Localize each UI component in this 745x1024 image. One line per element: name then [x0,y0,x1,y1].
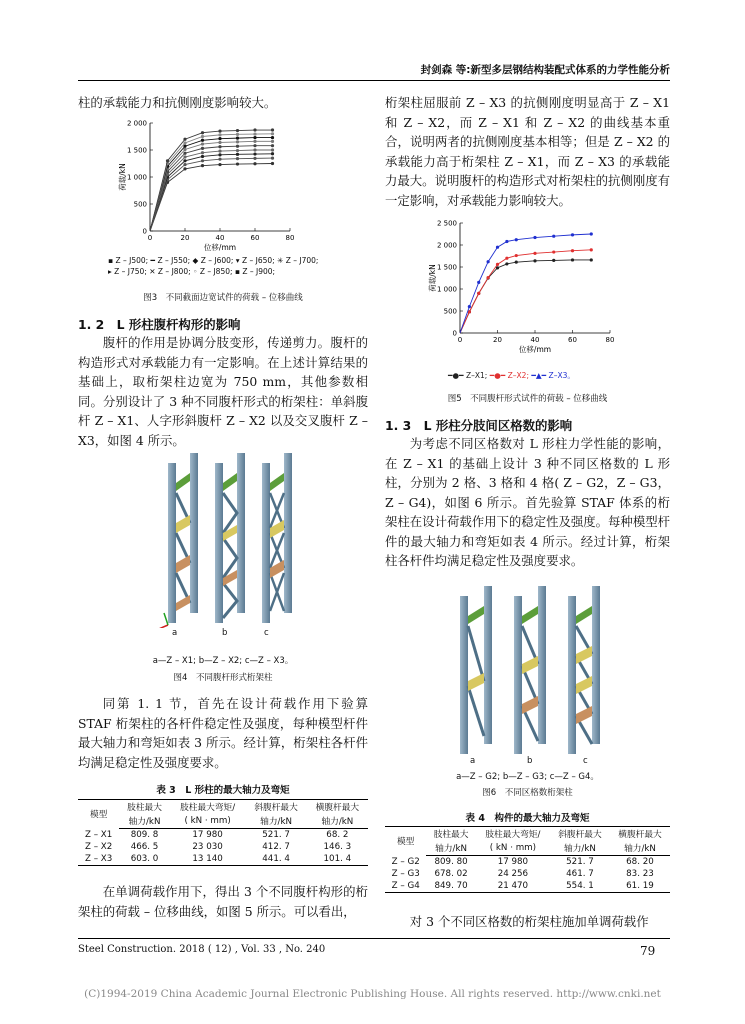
fig4-note: a—Z – X1; b—Z – X2; c—Z – X3。 [152,656,294,666]
fig5-point [590,258,593,261]
fig5-point [477,281,480,284]
fig4-label-a: a [172,628,178,638]
fig3-point [236,129,239,132]
fig3-point [253,148,256,151]
fig3-point [253,157,256,160]
fig3-point [253,128,256,131]
fig3-chart [110,115,310,255]
table4-header: 斜腹杆最大 [550,827,610,842]
table4-header: 轴力/kN [610,841,670,856]
fig5-point [487,276,490,279]
table4-header: 横腹杆最大 [610,827,670,842]
table-cell: 24 256 [497,869,529,879]
fig5-y-tick-label: 1 000 [436,285,457,294]
fig5-point [552,259,555,262]
left-paragraph-bottom: 在单调荷载作用下，得出 3 个不同腹杆构形的桁架柱的荷载 – 位移曲线，如图 5 所示。可以看出， [78,884,368,919]
fig3-point [183,141,186,144]
fig3-point [271,132,274,135]
fig3-point [271,148,274,151]
fig3-point [201,135,204,138]
table-cell: 603. 0 [119,853,170,866]
right-paragraph-bottom: 对 3 个不同区格数的桁架柱施加单调荷载作 [409,914,649,929]
section-1-2-paragraph: 腹杆的作用是协调分肢变形，传递剪力。腹杆的构造形式对承载能力有一定影响。在上述计算结果的基础上，取桁架柱边宽为 750 mm，其他参数相同。分别设计了 3 种不同腹杆形式的桁架柱：单斜腹杆 Z – X1、人字形斜腹杆 Z – X2 以及交叉腹杆 Z – X3，如图 4 所示。 [78,335,368,448]
fig3-point [253,132,256,135]
table4-header: 轴力/kN [550,841,610,856]
fig5-x-tick-label: 40 [530,336,540,344]
fig6-caption: 图6 不同区格数桁架柱 [482,788,573,798]
fig3-point [236,133,239,136]
fig3-legend [108,255,348,277]
table-cell: Z – X2 [84,842,113,852]
fig3-point [201,155,204,158]
footer-page-number: 79 [640,944,656,958]
fig5-y-label: 荷载/kN [428,264,437,292]
table3-header: 肢柱最大 [119,800,170,815]
fig3-x-tick-label: 0 [147,234,153,242]
fig3-x-label: 位移/mm [203,243,237,252]
table-cell: 146. 3 [323,842,352,852]
table-cell: 23 030 [192,842,223,852]
fig3-point [201,131,204,134]
fig5-x-label: 位移/mm [518,345,552,354]
fig3-y-tick-label: 500 [133,200,147,209]
fig3-legend-line1: ▪ Z – J500; ━ Z – J550; ◆ Z – J600; ▾ Z – J650; ✳ Z – J700; [108,256,319,265]
right-paragraph-top: 桁架柱屈服前 Z – X3 的抗侧刚度明显高于 Z – X1 和 Z – X2，而 Z – X1 和 Z – X2 的曲线基本重合，说明两者的抗侧刚度基本相等；但是 Z – X2 的承载能力高于桁架柱 Z – X1，而 Z – X3 的承载能力最大。说明腹杆的构造形式对桁架柱的抗侧刚度有一定影响，对承载能力影响较大。 [385,95,670,208]
header-rule [78,80,670,81]
table-row [385,880,670,893]
table4-header: 肢柱最大弯矩/ [476,827,550,842]
table-cell: 83. 23 [626,869,654,879]
truss-g4 [568,586,600,754]
table3-header: 斜腹杆最大 [245,800,306,815]
fig3-y-tick-label: 1 000 [126,173,147,182]
table4-header: ( kN · mm) [476,841,550,856]
fig5-legend [448,370,648,381]
truss-g3 [514,586,546,754]
fig3-point [166,159,169,162]
fig3-point [183,138,186,141]
table-cell: 466. 5 [130,842,159,852]
fig3-point [201,139,204,142]
fig3-point [201,164,204,167]
fig3-point [218,158,221,161]
table-row [78,841,368,853]
fig5-point [505,262,508,265]
footer-rule [78,938,670,939]
fig5-series-line [460,250,591,333]
table3 [78,799,368,866]
table-cell: 521. 7 [262,830,290,840]
fig5-point [487,260,490,263]
fig5-caption: 图5 不同腹杆形式试件的荷载 – 位移曲线 [447,394,608,404]
fig5-point [505,257,508,260]
table-cell: Z – G4 [385,880,426,893]
fig5-y-tick-label: 0 [452,329,457,338]
truss-a [154,453,198,628]
fig5-y-tick-label: 1 500 [436,263,457,272]
table-cell: 17 980 [497,857,529,867]
table-cell: 61. 19 [610,880,670,893]
fig3-point [183,148,186,151]
fig5-point [496,266,499,269]
fig5-point [552,235,555,238]
table4-header: 轴力/kN [426,841,475,856]
running-header: 封剑森 等:新型多层钢结构装配式体系的力学性能分析 [420,64,670,76]
fig5-point [590,232,593,235]
fig3-legend-line2: ▸ Z – J750; ✕ Z – J800; ◦ Z – J850; ▪ Z – J900; [108,267,276,276]
fig5-point [533,259,536,262]
fig3-point [218,141,221,144]
fig3-y-tick-label: 2 000 [126,119,147,128]
fig5-point [552,250,555,253]
fig5-legend-x2: ━●━ Z–X2; [489,371,529,380]
fig3-point [271,157,274,160]
table-cell: 17 980 [192,830,223,840]
table-cell: 68. 2 [326,830,349,840]
footer-journal: Steel Construction. 2018 ( 12) , Vol. 33 , No. 240 [78,944,326,955]
fig5-x-tick-label: 20 [493,336,502,344]
table-cell: 412. 7 [262,842,290,852]
table-cell: 849. 70 [426,880,475,893]
fig5-y-tick-label: 500 [443,307,457,316]
table4-header: 肢柱最大 [426,827,475,842]
fig6-note: a—Z – G2; b—Z – G3; c—Z – G4。 [456,772,599,782]
fig3-point [218,163,221,166]
fig4-label-b: b [222,628,228,638]
fig3-point [271,144,274,147]
left-paragraph-top: 柱的承载能力和抗侧刚度影响较大。 [78,95,277,110]
fig5-point [571,258,574,261]
fig5-legend-x1: ━●━ Z–X1; [448,371,488,380]
left-paragraph-after-fig4: 同第 1. 1 节，首先在设计荷载作用下验算 STAF 桁架柱的各杆件稳定性及强度，每种模型杆件最大轴力和弯矩如表 3 所示。经计算，桁架柱各杆件均满足稳定性及强度要求。 [78,696,368,770]
fig5-x-tick-label: 0 [457,336,463,344]
fig4-truss-image [140,448,300,628]
fig3-point [271,136,274,139]
fig3-y-tick-label: 1 500 [126,146,147,155]
truss-c [262,453,292,623]
fig5-series-line [460,260,591,333]
table3-header: 轴力/kN [307,814,368,829]
fig3-point [218,145,221,148]
fig5-point [496,263,499,266]
fig5-point [515,261,518,264]
fig3-point [183,167,186,170]
truss-b [215,453,245,623]
fig3-point [236,153,239,156]
section-1-3-paragraph: 为考虑不同区格数对 L 形柱力学性能的影响，在 Z – X1 的基础上设计 3 种不同区格数的 L 形柱，分别为 2 格、3 格和 4 格( Z – G2，Z – G3，Z – G4)，如图 6 所示。首先验算 STAF 体系的桁架柱在设计荷载作用下的稳定性及强度。每种模型杆件的最大轴力和弯矩如表 4 所示。经过计算，桁架柱各杆件均满足稳定性及强度要求。 [385,436,670,568]
fig3-x-tick-label: 80 [285,234,295,242]
fig3-point [253,144,256,147]
fig3-point [183,155,186,158]
fig4-caption: 图4 不同腹杆形式桁架柱 [173,673,273,683]
table-cell: 678. 02 [434,869,468,879]
fig3-point [253,162,256,165]
copyright-notice: (C)1994-2019 China Academic Journal Electronic Publishing House. All rights reserved. http://www.cnki.net [84,988,661,1000]
fig3-point [218,137,221,140]
fig3-x-tick-label: 60 [250,234,260,242]
table-cell: 21 470 [476,880,550,893]
table-cell: 441. 4 [245,853,306,866]
fig3-point [183,145,186,148]
table3-header: ( kN · mm) [170,814,246,829]
table-cell: 68. 20 [626,857,654,867]
table-row [78,853,368,866]
fig5-point [515,238,518,241]
fig5-y-tick-label: 2 500 [436,219,457,228]
table-cell: 809. 80 [434,857,468,867]
fig5-point [533,252,536,255]
fig3-point [253,136,256,139]
fig3-point [201,147,204,150]
table3-caption: 表 3 L 形柱的最大轴力及弯矩 [156,785,290,796]
fig5-point [477,292,480,295]
fig3-point [253,140,256,143]
fig5-x-tick-label: 60 [568,336,577,344]
table-cell: 461. 7 [566,869,594,879]
fig5-chart [420,215,630,355]
table-cell: Z – G2 [391,856,420,867]
fig3-point [201,151,204,154]
section-1-2-heading: 1. 2 L 形柱腹杆构形的影响 [78,317,241,332]
table-cell: 809. 8 [130,830,159,840]
fig3-point [183,152,186,155]
fig3-point [218,149,221,152]
table-row [385,868,670,880]
table4-caption: 表 4 构件的最大轴力及弯矩 [465,813,590,824]
fig5-point [468,305,471,308]
table-row [385,856,670,869]
fig3-point [271,162,274,165]
fig6-label-b: b [527,756,533,766]
fig5-point [515,254,518,257]
fig5-point [571,233,574,236]
table-cell: Z – X1 [84,829,113,840]
fig5-legend-x3: ━▲━ Z–X3。 [531,371,575,380]
fig3-point [218,130,221,133]
fig3-point [201,142,204,145]
truss-g2 [460,586,492,754]
fig6-label-c: c [583,756,588,766]
table-cell: 13 140 [170,853,246,866]
fig3-point [236,140,239,143]
fig3-point [218,133,221,136]
fig4-label-c: c [264,628,269,638]
table-cell: 101. 4 [307,853,368,866]
fig3-point [236,157,239,160]
table-cell: 554. 1 [550,880,610,893]
fig6-truss-image [448,576,618,754]
fig5-point [571,249,574,252]
fig5-point [496,246,499,249]
table-cell: Z – X3 [78,853,119,866]
fig3-caption: 图3 不同截面边宽试件的荷载 – 位移曲线 [143,293,303,303]
table-cell: Z – G3 [391,869,420,879]
table3-header: 轴力/kN [119,814,170,829]
fig3-x-tick-label: 20 [180,234,190,242]
fig3-point [183,159,186,162]
fig5-point [590,248,593,251]
section-1-3-heading: 1. 3 L 形柱分肢间区格数的影响 [385,418,573,433]
table4 [385,826,670,893]
table3-header-model: 模型 [78,800,119,829]
fig3-y-tick-label: 0 [142,227,147,236]
fig3-point [271,152,274,155]
fig3-point [236,162,239,165]
table3-header: 肢柱最大弯矩/ [170,800,246,815]
table-cell: 521. 7 [566,857,594,867]
table3-header: 横腹杆最大 [307,800,368,815]
fig5-x-tick-label: 80 [605,336,615,344]
fig5-point [533,236,536,239]
fig3-point [201,159,204,162]
fig3-point [183,163,186,166]
fig3-point [236,149,239,152]
fig5-y-tick-label: 2 000 [436,241,457,250]
fig3-point [236,145,239,148]
fig3-y-label: 荷载/kN [118,163,127,191]
fig3-point [218,153,221,156]
fig3-point [253,152,256,155]
fig3-point [271,128,274,131]
table4-header-model: 模型 [385,827,426,856]
fig3-point [236,137,239,140]
table-row [78,829,368,842]
fig5-point [505,240,508,243]
table3-header: 轴力/kN [245,814,306,829]
fig6-label-a: a [470,756,476,766]
fig3-point [271,140,274,143]
fig3-x-tick-label: 40 [215,234,225,242]
